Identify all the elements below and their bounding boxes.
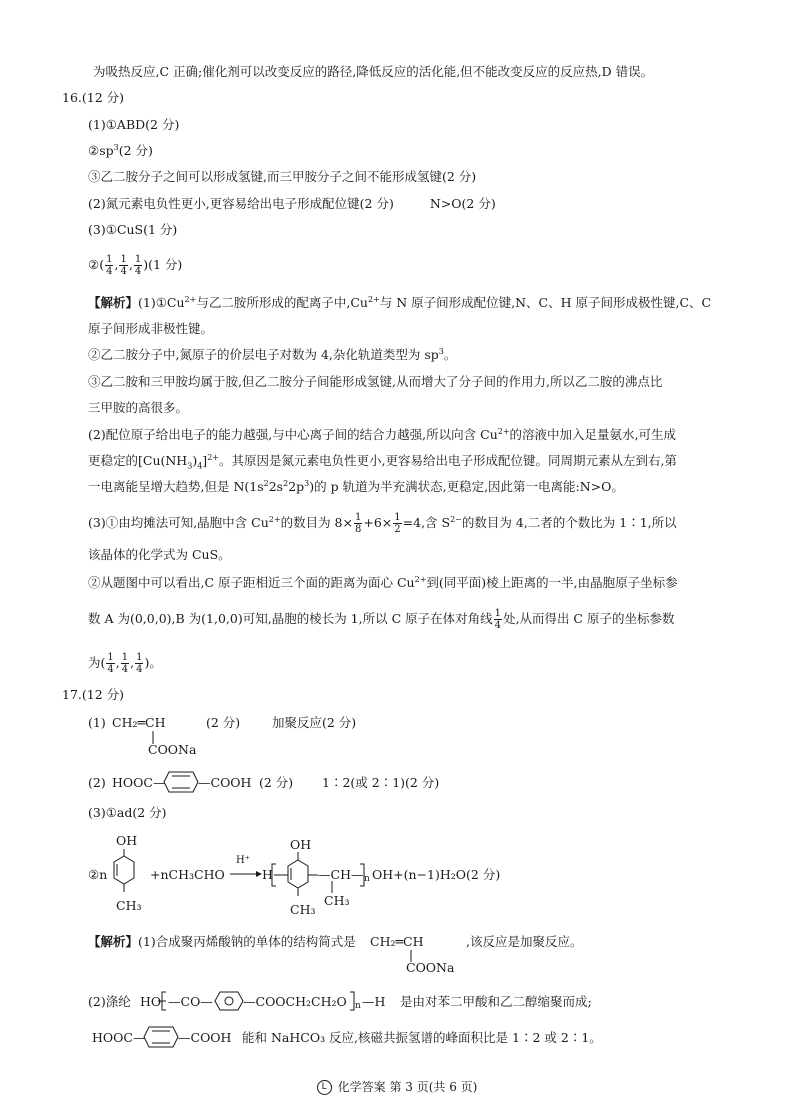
text: 的数目为 8× xyxy=(280,515,353,530)
chemical-formula: HOOC— xyxy=(92,1030,146,1045)
superscript: 2+ xyxy=(268,514,281,524)
explanation-line xyxy=(88,452,677,470)
text: (2 分) xyxy=(118,143,153,158)
fraction xyxy=(106,652,114,675)
superscript: 2 xyxy=(283,478,289,488)
subscript: 4 xyxy=(197,461,203,471)
chemical-formula: —COOCH₂CH₂O xyxy=(243,994,347,1009)
catalyst-label: H⁺ xyxy=(236,855,250,866)
text: H xyxy=(262,867,273,882)
denominator: 4 xyxy=(107,664,114,675)
fraction xyxy=(119,254,127,277)
text: 更稳定的[Cu(NH xyxy=(88,453,188,468)
denominator: 4 xyxy=(121,664,129,675)
question-16-heading: 16.(12 分) xyxy=(62,90,125,105)
numerator: 1 xyxy=(136,652,143,663)
denominator: 8 xyxy=(354,524,362,535)
chemical-formula: OH xyxy=(290,837,312,852)
text: ②( xyxy=(88,257,105,272)
text: 的溶液中加入足量氨水,可生成 xyxy=(509,427,677,442)
numerator: 1 xyxy=(120,254,127,265)
answer-line xyxy=(88,142,153,160)
text: +6× xyxy=(363,515,393,530)
superscript: 2+ xyxy=(367,294,380,304)
numerator: 1 xyxy=(134,254,142,265)
text: (2)氮元素电负性更小,更容易给出电子形成配位键(2 分) xyxy=(88,196,394,211)
text: 加聚反应(2 分) xyxy=(272,715,357,730)
text: 到(同平面)棱上距离的一半,由晶胞原子坐标参 xyxy=(426,575,678,590)
explanation-line: 原子间形成非极性键。 xyxy=(88,321,214,336)
text: ,该反应是加聚反应。 xyxy=(466,934,583,949)
text: (2 分) xyxy=(259,775,294,790)
numerator: 1 xyxy=(354,512,362,523)
superscript: 3 xyxy=(304,478,310,488)
explanation-line xyxy=(88,512,677,535)
text: 。 xyxy=(443,347,457,362)
answer-line xyxy=(88,195,496,213)
text: 与 N 原子间形成配位键,N、C、H 原子间形成极性键,C、C xyxy=(379,295,712,310)
chemical-formula: CH₃ xyxy=(324,893,350,908)
numerator: 1 xyxy=(106,254,113,265)
fraction xyxy=(121,652,129,675)
explanation-line xyxy=(88,652,162,675)
text: (3)①由均摊法可知,晶胞中含 Cu xyxy=(88,515,269,530)
chemical-formula: —COOH xyxy=(198,775,252,790)
explanation-line: ③乙二胺和三甲胺均属于胺,但乙二胺分子间能形成氢键,从而增大了分子间的作用力,所以乙二胺的沸点比 xyxy=(88,374,663,389)
chemical-formula: HOOC— xyxy=(112,775,166,790)
text: ] xyxy=(202,453,208,468)
answer-line: (1) xyxy=(88,715,106,730)
explanation-line xyxy=(88,426,676,444)
superscript: 2+ xyxy=(207,452,219,462)
fraction xyxy=(135,652,143,675)
text: ②从题图中可以看出,C 原子距相近三个面的距离为面心 Cu xyxy=(88,575,415,590)
denominator: 2 xyxy=(394,524,401,535)
text: (2 分) xyxy=(206,715,241,730)
text: 1∶2(或 2∶1)(2 分) xyxy=(322,775,440,790)
text: 为( xyxy=(88,655,106,670)
chemical-formula: COONa xyxy=(406,960,455,975)
text: ②sp xyxy=(88,143,114,158)
superscript: 2+ xyxy=(414,574,427,584)
text: 是由对苯二甲酸和乙二醇缩聚而成; xyxy=(400,994,592,1009)
denominator: 4 xyxy=(120,266,127,277)
chemical-formula: OH xyxy=(116,833,138,848)
text: +nCH₃CHO xyxy=(150,867,225,882)
numerator: 1 xyxy=(107,652,114,663)
polymer-degree: n xyxy=(355,1001,361,1011)
explanation-line xyxy=(88,933,356,951)
text: )的 p 轨道为半充满状态,更稳定,因此第一电离能:N>O。 xyxy=(309,479,624,494)
footer-text: 化学答案 第 3 页(共 6 页) xyxy=(337,1080,478,1094)
text: , xyxy=(130,655,135,670)
superscript: 3 xyxy=(113,142,119,152)
text: )(1 分) xyxy=(143,257,183,272)
explanation-line: 三甲胺的高很多。 xyxy=(88,400,189,415)
explanation-label: 【解析】 xyxy=(88,934,139,949)
text: =4,含 S xyxy=(402,515,451,530)
chemical-formula: —COOH xyxy=(178,1030,232,1045)
numerator: 1 xyxy=(494,608,501,619)
chemical-formula: —CH— xyxy=(318,867,364,882)
numerator: 1 xyxy=(121,652,129,663)
superscript: 2+ xyxy=(184,294,197,304)
text: , xyxy=(114,257,119,272)
fraction xyxy=(393,512,401,535)
question-17-heading: 17.(12 分) xyxy=(62,687,125,702)
version-mark-icon: L xyxy=(317,1080,332,1095)
chemical-formula: CH₃ xyxy=(116,898,142,913)
answer-line: (3)①CuS(1 分) xyxy=(88,222,178,237)
explanation-line xyxy=(88,346,456,364)
text: ②乙二胺分子中,氮原子的价层电子对数为 4,杂化轨道类型为 sp xyxy=(88,347,439,362)
superscript: 2+ xyxy=(497,426,510,436)
explanation-line xyxy=(88,294,711,312)
benzene-ring-icon xyxy=(0,0,1,1)
text-line: 为吸热反应,C 正确;催化剂可以改变反应的路径,降低反应的活化能,但不能改变反应的反应热,D 错误。 xyxy=(93,64,654,79)
chemical-formula: COONa xyxy=(148,742,197,757)
chemical-formula: —CO— xyxy=(168,994,213,1009)
answer-line: (1)①ABD(2 分) xyxy=(88,117,180,132)
superscript: 3 xyxy=(438,346,444,356)
page-footer xyxy=(0,1078,794,1095)
text: ) xyxy=(192,453,198,468)
text: ②n xyxy=(88,867,108,882)
text: 一电离能呈增大趋势,但是 N(1s xyxy=(88,479,264,494)
text: 与乙二胺所形成的配离子中,Cu xyxy=(196,295,368,310)
text: 。其原因是氮元素电负性更小,更容易给出电子形成配位键。同周期元素从左到右,第 xyxy=(218,453,677,468)
subscript: 3 xyxy=(187,461,193,471)
text: (2)配位原子给出电子的能力越强,与中心离子间的结合力越强,所以向含 Cu xyxy=(88,427,498,442)
text: N>O(2 分) xyxy=(429,196,496,211)
chemical-formula: CH₃ xyxy=(290,902,316,917)
superscript: 2 xyxy=(263,478,269,488)
text: (1)①Cu xyxy=(138,295,185,310)
chemical-formula: —H xyxy=(362,994,386,1009)
numerator: 1 xyxy=(394,512,401,523)
explanation-label: 【解析】 xyxy=(88,295,139,310)
fraction xyxy=(134,254,142,277)
text: OH+(n−1)H₂O(2 分) xyxy=(372,867,501,882)
fraction xyxy=(494,608,502,631)
denominator: 4 xyxy=(494,620,501,631)
text: 2p xyxy=(288,479,305,494)
explanation-line xyxy=(88,478,624,496)
explanation-line: (2)涤纶 xyxy=(88,994,131,1009)
answer-line: ③乙二胺分子之间可以形成氢键,而三甲胺分子之间不能形成氢键(2 分) xyxy=(88,169,477,184)
text: 数 A 为(0,0,0),B 为(1,0,0)可知,晶胞的棱长为 1,所以 C 原子在体对角线 xyxy=(88,611,493,626)
superscript: 2− xyxy=(450,514,462,524)
text: 2s xyxy=(268,479,284,494)
text: 处,从而得出 C 原子的坐标参数 xyxy=(502,611,675,626)
answer-line xyxy=(88,254,182,277)
text: )。 xyxy=(144,655,162,670)
text: , xyxy=(115,655,120,670)
polymer-degree: n xyxy=(364,874,370,884)
text: (1)合成聚丙烯酸钠的单体的结构简式是 xyxy=(138,934,356,949)
denominator: 4 xyxy=(136,664,143,675)
explanation-line xyxy=(88,574,678,592)
chemical-formula: CH₂═CH xyxy=(112,715,166,730)
answer-line: (3)①ad(2 分) xyxy=(88,805,167,820)
fraction xyxy=(354,512,362,535)
fraction xyxy=(105,254,113,277)
explanation-line: 该晶体的化学式为 CuS。 xyxy=(88,547,231,562)
chemical-formula: HO xyxy=(140,994,162,1009)
chemical-formula: CH₂═CH xyxy=(370,934,424,949)
text: , xyxy=(128,257,133,272)
denominator: 4 xyxy=(134,266,142,277)
text: 能和 NaHCO₃ 反应,核磁共振氢谱的峰面积比是 1∶2 或 2∶1。 xyxy=(242,1030,602,1045)
denominator: 4 xyxy=(106,266,113,277)
answer-line: (2) xyxy=(88,775,106,790)
text: 的数目为 4,二者的个数比为 1∶1,所以 xyxy=(461,515,677,530)
explanation-line xyxy=(88,608,674,631)
